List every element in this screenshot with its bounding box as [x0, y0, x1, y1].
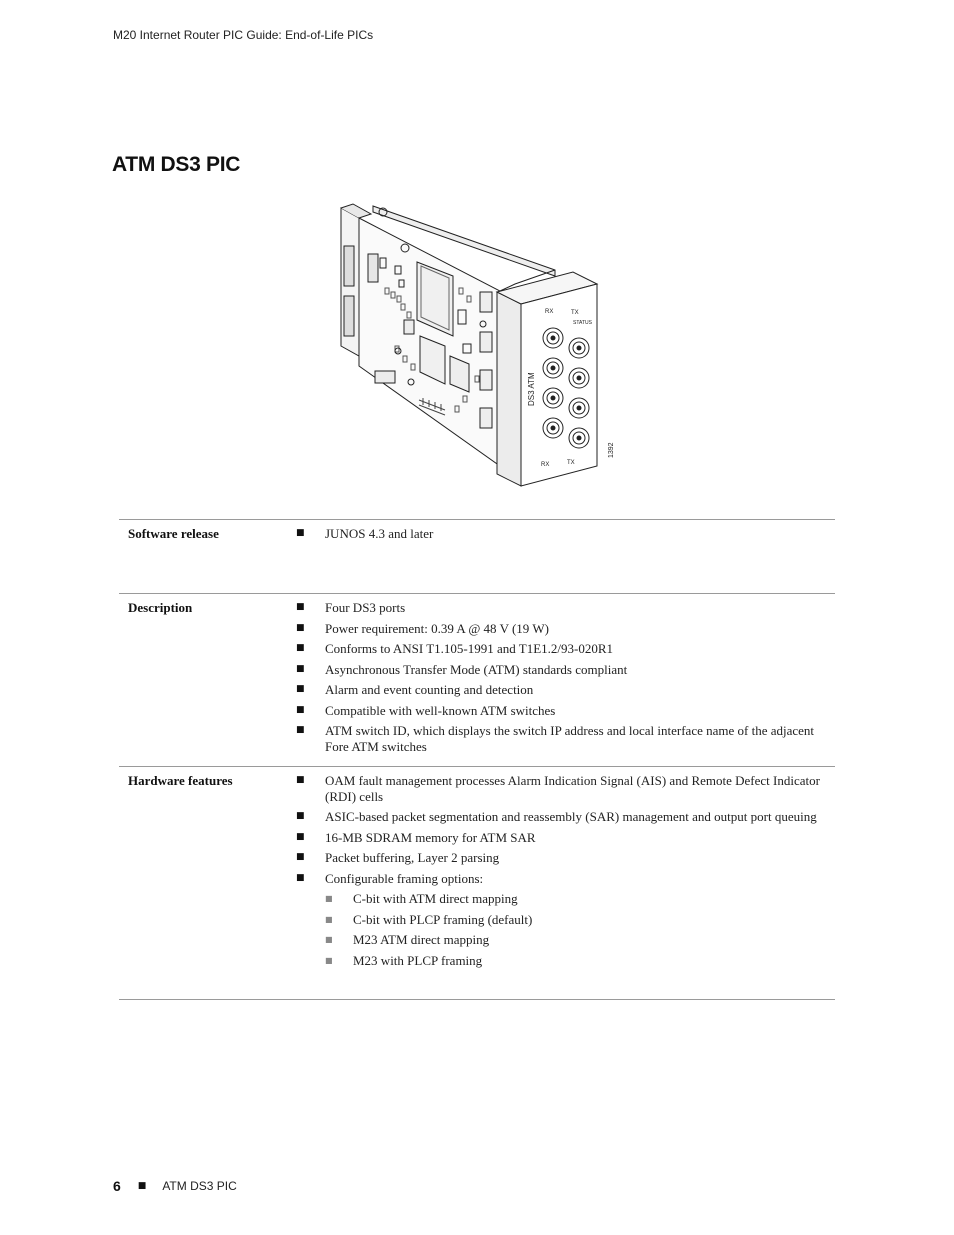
bullet-icon: ■: [296, 775, 305, 785]
sub-bullet-icon: ■: [325, 894, 333, 903]
sub-bullet-icon: ■: [325, 935, 333, 944]
atm-ds3-pic-drawing: [335, 196, 625, 488]
figure-id: 1392: [608, 442, 615, 458]
bullet-icon: ■: [296, 622, 305, 633]
list-item: ■ Asynchronous Transfer Mode (ATM) standards compliant: [296, 661, 628, 677]
bullet-icon: ■: [296, 852, 305, 862]
section-title: ATM DS3 PIC: [112, 153, 241, 176]
running-header: M20 Internet Router PIC Guide: End-of-Life PICs: [113, 28, 374, 42]
row-label: Software release: [128, 526, 219, 541]
footer-separator-icon: ■: [137, 1181, 147, 1191]
bullet-icon: ■: [296, 643, 305, 653]
list-item: ■ ASIC-based packet segmentation and reassembly (SAR) management and output port queuing: [296, 809, 817, 824]
bullet-icon: ■: [296, 831, 305, 842]
list-item: ■ ATM switch ID, which displays the switch IP address and local interface name of the adjacent Fore ATM switches: [296, 723, 815, 754]
bullet-icon: ■: [296, 684, 305, 694]
spec-row-software-release: [119, 519, 835, 593]
row-label: Description: [128, 600, 193, 615]
status-label: STATUS: [573, 320, 592, 326]
bullet-icon: ■: [296, 704, 305, 715]
list-item: ■ Four DS3 ports: [296, 600, 406, 615]
list-item: ■ Configurable framing options:: [296, 870, 484, 886]
list-item: ■ 16-MB SDRAM memory for ATM SAR: [296, 829, 536, 845]
sub-list-item: ■ C-bit with ATM direct mapping: [325, 891, 518, 906]
list-item: ■ Alarm and event counting and detection: [296, 682, 534, 697]
footer-section-title: ATM DS3 PIC: [162, 1179, 237, 1193]
spec-row-description: [119, 593, 835, 766]
list-item: ■ Conforms to ANSI T1.105-1991 and T1E1.2/93-020R1: [296, 641, 614, 656]
tx-label-top: TX: [571, 310, 579, 316]
page-footer: [113, 1178, 237, 1194]
spec-row-hardware-features: [119, 766, 835, 1000]
sub-list-item: ■ M23 ATM direct mapping: [325, 932, 490, 947]
spec-table: [119, 519, 835, 1000]
list-item: ■ JUNOS 4.3 and later: [296, 526, 434, 541]
sub-bullet-icon: ■: [325, 955, 333, 965]
rx-label-top: RX: [545, 309, 554, 315]
bullet-icon: ■: [296, 872, 305, 883]
list-item: ■ Power requirement: 0.39 A @ 48 V (19 W): [296, 620, 549, 636]
row-label: Hardware features: [128, 773, 233, 788]
tx-label-bottom: TX: [567, 460, 575, 466]
bullet-icon: ■: [296, 811, 305, 821]
sub-list-item: ■ M23 with PLCP framing: [325, 952, 483, 968]
rx-label-bottom: RX: [541, 462, 550, 468]
list-item: ■ OAM fault management processes Alarm Indication Signal (AIS) and Remote Defect Indicator (RDI) cells: [296, 773, 820, 804]
list-item: ■ Packet buffering, Layer 2 parsing: [296, 850, 500, 865]
faceplate-label: DS3 ATM: [527, 372, 536, 406]
bullet-icon: ■: [296, 663, 305, 674]
sub-bullet-icon: ■: [325, 914, 333, 924]
pic-illustration: [335, 196, 625, 488]
bullet-icon: ■: [296, 725, 305, 735]
sub-list-item: ■ C-bit with PLCP framing (default): [325, 911, 533, 927]
bullet-icon: ■: [296, 602, 305, 612]
bullet-icon: ■: [296, 528, 305, 538]
page-number: 6: [113, 1178, 121, 1194]
list-item: ■ Compatible with well-known ATM switches: [296, 702, 556, 718]
